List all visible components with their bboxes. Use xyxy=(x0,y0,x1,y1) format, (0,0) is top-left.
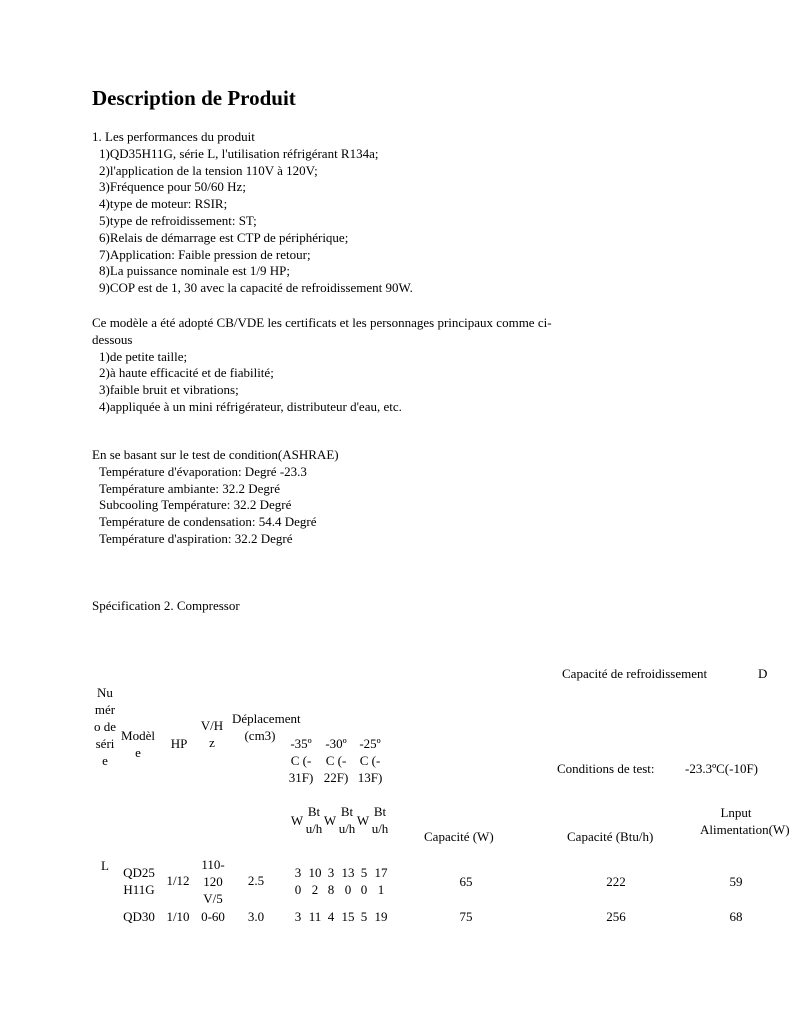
test-conditions-section xyxy=(92,447,339,548)
header-btuh-25: Btu/h xyxy=(371,804,389,836)
header-hp: HP xyxy=(170,736,188,751)
cell-w-25: 5 xyxy=(360,909,368,924)
header-temp-35: -35ºC (-31F) xyxy=(288,736,314,785)
certification-item: 2)à haute efficacité et de fiabilité; xyxy=(99,365,274,381)
cell-w-30: 4 xyxy=(327,909,335,924)
header-serial: Numéro de série xyxy=(93,685,117,768)
cell-btuh-30: 130 xyxy=(341,865,355,897)
cell-model: QD25 H11G xyxy=(123,865,155,897)
header-w-35: W xyxy=(290,813,304,828)
cell-series: L xyxy=(101,858,109,873)
performance-item: 2)l'application de la tension 110V à 120V; xyxy=(99,162,318,178)
cell-btuh-25: 19 xyxy=(374,909,388,924)
header-vhz: V/Hz xyxy=(200,718,224,750)
test-condition-item: Subcooling Température: 32.2 Degré xyxy=(99,497,292,513)
cell-hp: 1/10 xyxy=(166,909,190,924)
cell-btuh-30: 15 xyxy=(341,909,355,924)
cell-btuh-25: 171 xyxy=(374,865,388,897)
test-conditions-heading: En se basant sur le test de condition(ASHRAE) xyxy=(92,447,339,462)
cell-capacity-btuh: 222 xyxy=(606,874,626,889)
certification-item: 3)faible bruit et vibrations; xyxy=(99,382,239,398)
certification-text-cont: dessous xyxy=(92,331,133,347)
header-w-25: W xyxy=(356,813,370,828)
performance-item: 3)Fréquence pour 50/60 Hz; xyxy=(99,179,246,195)
page-title: Description de Produit xyxy=(92,86,296,110)
cell-vhz: 0-60 xyxy=(201,909,225,924)
performance-item: 9)COP est de 1, 30 avec la capacité de refroidissement 90W. xyxy=(99,280,413,296)
spec-heading: Spécification 2. Compressor xyxy=(92,598,240,613)
cell-w-35: 3 xyxy=(294,909,302,924)
group-header-cut: D xyxy=(758,666,768,681)
cell-btuh-35: 11 xyxy=(308,909,322,924)
performance-item: 1)QD35H11G, série L, l'utilisation réfrigérant R134a; xyxy=(99,145,379,161)
cell-input-power: 59 xyxy=(729,874,743,889)
performance-heading: 1. Les performances du produit xyxy=(92,129,255,144)
cell-w-25: 50 xyxy=(360,865,368,897)
cell-input-power: 68 xyxy=(729,909,743,924)
certification-section xyxy=(92,315,552,416)
cell-capacity-w: 75 xyxy=(459,909,473,924)
cell-capacity-w: 65 xyxy=(459,874,473,889)
header-temp-25: -25ºC (-13F) xyxy=(357,736,383,785)
test-condition-item: Température d'évaporation: Degré -23.3 xyxy=(99,463,307,479)
cell-btuh-35: 102 xyxy=(308,865,322,897)
group-header: Capacité de refroidissement xyxy=(562,666,708,681)
test-condition-item: Température d'aspiration: 32.2 Degré xyxy=(99,530,293,546)
header-capacity-w: Capacité (W) xyxy=(424,829,494,844)
certification-item: 1)de petite taille; xyxy=(99,348,188,364)
conditions-value: -23.3ºC(-10F) xyxy=(685,761,758,776)
header-w-30: W xyxy=(323,813,337,828)
cell-hp: 1/12 xyxy=(166,873,190,888)
header-btuh-35: Btu/h xyxy=(305,804,323,836)
header-temp-30: -30ºC (-22F) xyxy=(323,736,349,785)
performance-item: 4)type de moteur: RSIR; xyxy=(99,196,228,212)
header-displacement: Déplacement (cm3) xyxy=(232,711,301,743)
cell-w-30: 38 xyxy=(327,865,335,897)
cell-vhz: 110-120 V/5 xyxy=(201,857,225,906)
test-condition-item: Température ambiante: 32.2 Degré xyxy=(99,480,281,496)
certification-item: 4)appliquée à un mini réfrigérateur, distributeur d'eau, etc. xyxy=(99,398,402,414)
cell-w-35: 30 xyxy=(294,865,302,897)
certification-text: Ce modèle a été adopté CB/VDE les certificats et les personnages principaux comme ci- xyxy=(92,315,552,330)
performance-section xyxy=(92,129,413,297)
cell-displacement: 2.5 xyxy=(247,873,265,888)
header-input-power: Lnput Alimentation(W) xyxy=(700,805,790,837)
cell-capacity-btuh: 256 xyxy=(606,909,626,924)
header-btuh-30: Btu/h xyxy=(338,804,356,836)
performance-item: 5)type de refroidissement: ST; xyxy=(99,212,257,228)
cell-model: QD30 xyxy=(123,909,155,924)
test-condition-item: Température de condensation: 54.4 Degré xyxy=(99,514,317,530)
conditions-label: Conditions de test: xyxy=(557,761,655,776)
cell-displacement: 3.0 xyxy=(247,909,265,924)
header-capacity-btuh: Capacité (Btu/h) xyxy=(567,829,654,844)
performance-item: 8)La puissance nominale est 1/9 HP; xyxy=(99,263,290,279)
performance-item: 7)Application: Faible pression de retour; xyxy=(99,246,311,262)
performance-item: 6)Relais de démarrage est CTP de périphérique; xyxy=(99,229,349,245)
header-model: Modèle xyxy=(121,728,155,760)
